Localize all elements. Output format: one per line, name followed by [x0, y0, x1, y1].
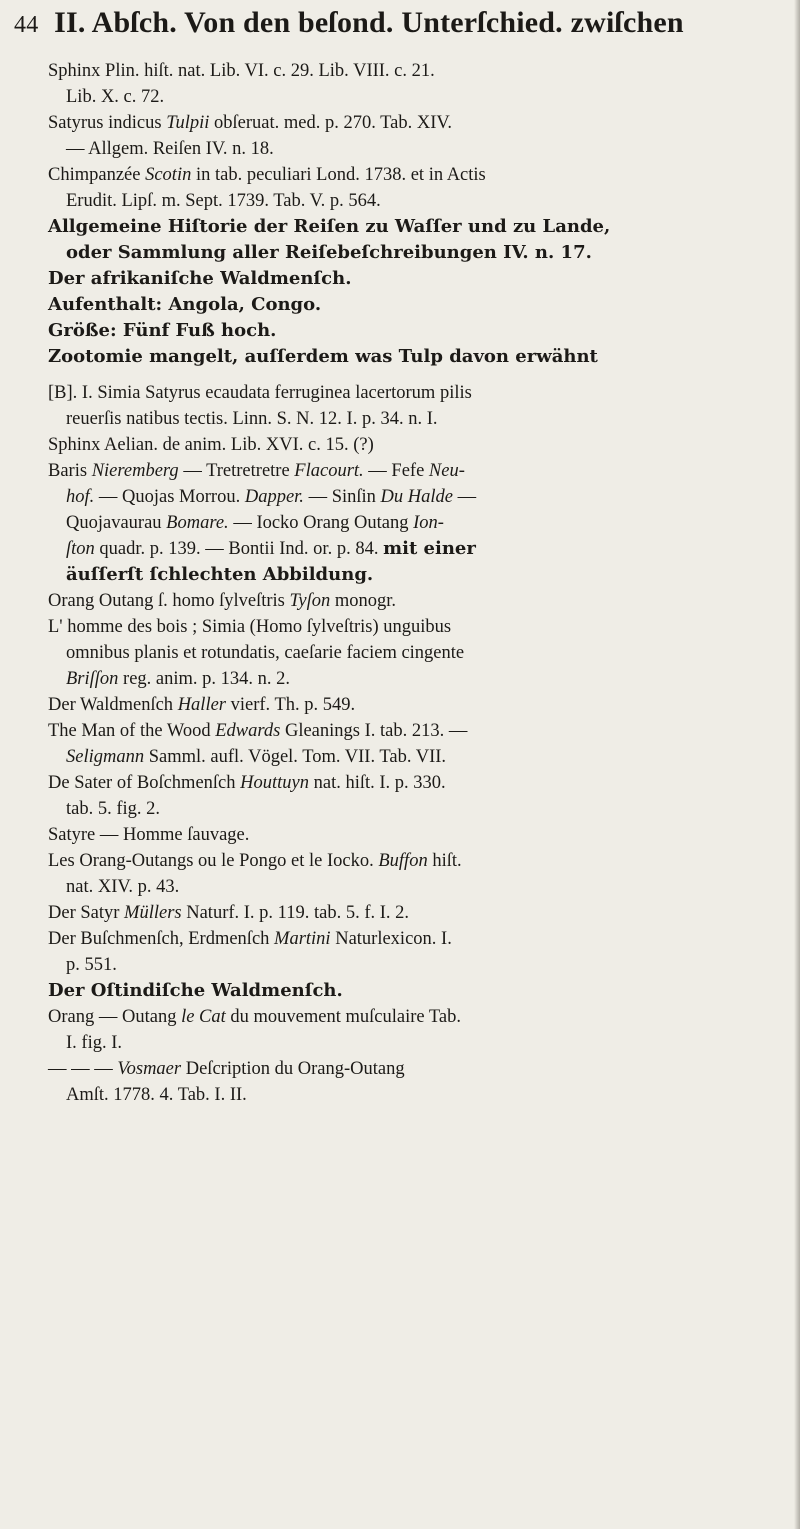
text-line: [48, 318, 788, 344]
line-segment: Naturf. I. p. 119. tab. 5. f. I. 2.: [181, 903, 410, 923]
line-segment: De Sater of Boſchmenſch: [48, 773, 241, 793]
line-segment: — Sinſin: [303, 487, 381, 507]
line-segment: omnibus planis et rotundatis, caeſarie faciem cingente: [66, 643, 465, 663]
italic-citation: le Cat: [181, 1007, 226, 1027]
line-segment: Samml. aufl. Vögel. Tom. VII. Tab. VII.: [144, 747, 447, 767]
line-segment: tab. 5. fig. 2.: [66, 799, 161, 819]
page-number: 44: [14, 12, 39, 38]
text-line: [48, 874, 788, 900]
text-line: [48, 692, 788, 718]
italic-citation: Martini: [274, 929, 331, 949]
line-segment: Der Buſchmenſch, Erdmenſch: [48, 929, 275, 949]
text-line: [48, 214, 788, 240]
text-line: [48, 406, 788, 432]
italic-citation: Buffon: [378, 851, 428, 871]
italic-citation: Neu-: [428, 461, 465, 481]
text-line: [48, 718, 788, 744]
text-line: [48, 458, 788, 484]
line-segment: Größe: Fünf Fuß hoch.: [48, 320, 277, 341]
line-segment: Aufenthalt: Angola, Congo.: [48, 294, 322, 315]
line-segment: p. 551.: [66, 955, 117, 975]
italic-citation: Bomare.: [166, 513, 229, 533]
text-line: [48, 1004, 788, 1030]
text-line: [48, 188, 788, 214]
text-line: [48, 848, 788, 874]
text-line: [48, 822, 788, 848]
italic-citation: Vosmaer: [117, 1059, 182, 1079]
text-line: [48, 796, 788, 822]
line-segment: nat. XIV. p. 43.: [66, 877, 180, 897]
line-segment: —: [452, 487, 477, 507]
line-segment: Les Orang-Outangs ou le Pongo et le Iocko.: [48, 851, 379, 871]
line-segment: Naturlexicon. I.: [330, 929, 452, 949]
line-segment: reg. anim. p. 134. n. 2.: [118, 669, 291, 689]
text-line: [48, 266, 788, 292]
italic-citation: Ion-: [413, 513, 444, 533]
line-segment: Erudit. Lipſ. m. Sept. 1739. Tab. V. p. 564.: [66, 191, 381, 211]
line-segment: Sphinx Plin. hiſt. nat. Lib. VI. c. 29. Lib. VIII. c. 21.: [48, 61, 435, 81]
line-segment: hiſt.: [427, 851, 462, 871]
line-segment: — Quojas Morrou.: [94, 487, 245, 507]
italic-citation: Flacourt.: [294, 461, 364, 481]
line-segment: Sphinx Aelian. de anim. Lib. XVI. c. 15. (?): [48, 435, 374, 455]
line-segment: vierf. Th. p. 549.: [226, 695, 356, 715]
page-edge-shadow: [794, 0, 800, 1529]
italic-citation: Haller: [177, 695, 226, 715]
line-segment: Baris: [48, 461, 92, 481]
italic-citation: ſton: [66, 539, 95, 559]
line-segment: oder Sammlung aller Reiſebeſchreibungen IV. n. 17.: [66, 242, 592, 263]
line-segment: Chimpanzée: [48, 165, 146, 185]
line-segment: Der Satyr: [48, 903, 125, 923]
line-segment: monogr.: [330, 591, 397, 611]
line-segment: Satyre — Homme ſauvage.: [48, 825, 250, 845]
line-segment: I. fig. I.: [66, 1033, 122, 1053]
line-segment: — Iocko Orang Outang: [228, 513, 414, 533]
text-line: [48, 344, 788, 370]
text-line: [48, 162, 788, 188]
text-line: [48, 562, 788, 588]
italic-citation: hof.: [66, 487, 95, 507]
italic-citation: Nieremberg: [91, 461, 179, 481]
text-line: [48, 614, 788, 640]
line-segment: Orang Outang ſ. homo ſylveſtris: [48, 591, 290, 611]
text-line: [48, 978, 788, 1004]
italic-citation: Tulpii: [166, 113, 210, 133]
line-segment: Der afrikaniſche Waldmenſch.: [48, 268, 352, 289]
text-line: [48, 432, 788, 458]
text-line: [48, 744, 788, 770]
text-line: [48, 1030, 788, 1056]
text-line: [48, 380, 788, 406]
line-segment: mit einer: [383, 538, 476, 559]
running-title: II. Abſch. Von den beſond. Unterſchied. zwiſchen: [54, 6, 684, 39]
section-gap: [48, 370, 788, 380]
text-line: [48, 136, 788, 162]
line-segment: äuſſerſt ſchlechten Abbildung.: [66, 564, 374, 585]
line-segment: Gleanings I. tab. 213. —: [280, 721, 468, 741]
italic-citation: Du Halde: [380, 487, 453, 507]
text-line: [48, 926, 788, 952]
italic-citation: Seligmann: [66, 747, 145, 767]
line-segment: — Tretretretre: [178, 461, 295, 481]
italic-citation: Scotin: [145, 165, 192, 185]
line-segment: — Allgem. Reiſen IV. n. 18.: [66, 139, 274, 159]
text-line: [48, 640, 788, 666]
line-segment: Amſt. 1778. 4. Tab. I. II.: [66, 1085, 247, 1105]
italic-citation: Edwards: [215, 721, 281, 741]
text-line: [48, 900, 788, 926]
line-segment: Quojavaurau: [66, 513, 167, 533]
italic-citation: Briſſon: [66, 669, 119, 689]
line-segment: nat. hiſt. I. p. 330.: [309, 773, 446, 793]
italic-citation: Tyſon: [289, 591, 331, 611]
italic-citation: Müllers: [124, 903, 182, 923]
text-line: [48, 588, 788, 614]
text-line: [48, 1056, 788, 1082]
line-segment: Zootomie mangelt, auſſerdem was Tulp davon erwähnt: [48, 346, 598, 367]
text-line: [48, 1082, 788, 1108]
line-segment: — — —: [48, 1059, 118, 1079]
line-segment: Der Oſtindiſche Waldmenſch.: [48, 980, 343, 1001]
text-line: [48, 110, 788, 136]
text-line: [48, 770, 788, 796]
line-segment: in tab. peculiari Lond. 1738. et in Actis: [191, 165, 486, 185]
text-line: [48, 510, 788, 536]
text-line: [48, 952, 788, 978]
line-segment: [B]. I. Simia Satyrus ecaudata ferruginea lacertorum pilis: [48, 383, 472, 403]
text-line: [48, 58, 788, 84]
italic-citation: Houttuyn: [240, 773, 309, 793]
line-segment: Der Waldmenſch: [48, 695, 178, 715]
line-segment: Orang — Outang: [48, 1007, 182, 1027]
text-line: [48, 240, 788, 266]
line-segment: obſeruat. med. p. 270. Tab. XIV.: [209, 113, 453, 133]
line-segment: Allgemeine Hiſtorie der Reiſen zu Waſſer und zu Lande,: [48, 216, 611, 237]
page-body: [48, 58, 788, 1108]
italic-citation: Dapper.: [244, 487, 304, 507]
running-header: [14, 6, 794, 50]
text-line: [48, 292, 788, 318]
text-line: [48, 666, 788, 692]
text-line: [48, 84, 788, 110]
line-segment: reuerſis natibus tectis. Linn. S. N. 12. I. p. 34. n. I.: [66, 409, 438, 429]
text-line: [48, 536, 788, 562]
line-segment: L' homme des bois ; Simia (Homo ſylveſtris) unguibus: [48, 617, 452, 637]
line-segment: Lib. X. c. 72.: [66, 87, 165, 107]
text-line: [48, 484, 788, 510]
line-segment: Satyrus indicus: [48, 113, 167, 133]
line-segment: du mouvement muſculaire Tab.: [225, 1007, 462, 1027]
line-segment: Deſcription du Orang-Outang: [181, 1059, 405, 1079]
line-segment: The Man of the Wood: [48, 721, 216, 741]
line-segment: — Fefe: [363, 461, 429, 481]
line-segment: quadr. p. 139. — Bontii Ind. or. p. 84.: [94, 539, 384, 559]
